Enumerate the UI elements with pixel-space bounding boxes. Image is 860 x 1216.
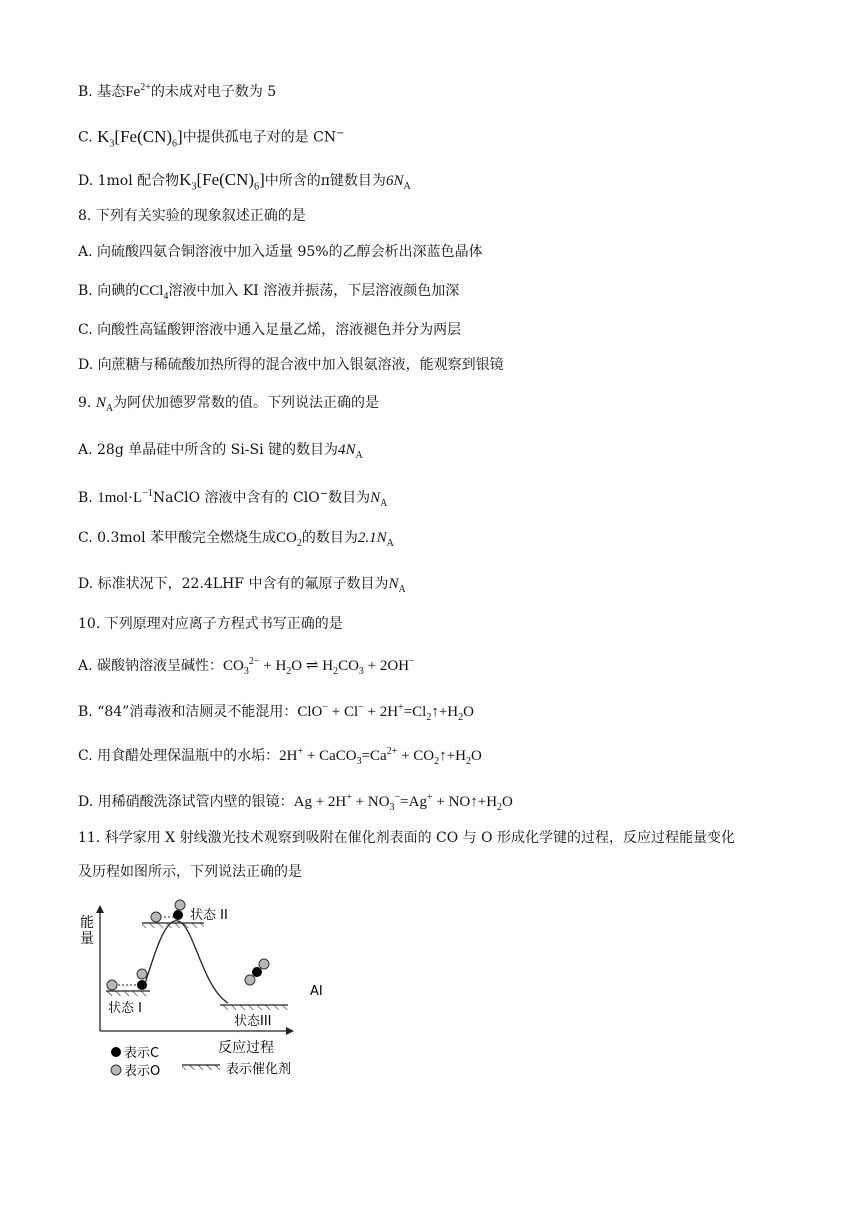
q10-option-c: C. 用食醋处理保温瓶中的水垢：$2H^+ + CaCO_3=Ca^{2+}$ + $CO_2↑+H_2O$: [78, 746, 482, 767]
legend-catalyst-icon: [182, 1065, 220, 1070]
q9-option-d: D. 标准状况下，22.4LHF 中含有的氟原子数目为$N_A$: [78, 576, 406, 595]
energy-diagram: [70, 895, 410, 1085]
state2-oxygen-atom-top: [175, 900, 185, 910]
fe-ion: $Fe^{2+}$: [125, 82, 151, 100]
q10-option-b: B. “84”消毒液和洁厕灵不能混用：$ClO^- + Cl^- + 2H^+=Cl_2↑+H_2O$: [78, 702, 474, 723]
q7-option-c: [78, 124, 345, 154]
concentration: $1mol\cdot L^{-1}$: [97, 488, 153, 506]
state2-oxygen-atom: [151, 912, 161, 922]
legend-oxygen-icon: [111, 1065, 121, 1075]
legend-oxygen-label: 表示O: [124, 1064, 161, 1079]
q10-c-equation: $2H^+ + CaCO_3=Ca^{2+}$ + $CO_2↑+H_2O$: [279, 746, 482, 767]
state1-oxygen-atom: [107, 980, 117, 990]
q7-d-suffix: 中所含的π键数目为: [264, 173, 386, 189]
q9-stem: 9. $N_A$为阿伏加德罗常数的值。下列说法正确的是: [78, 395, 380, 414]
q9-option-c: C. 0.3mol 苯甲酸完全燃烧生成$CO_2$的数目为$2.1N_A$: [78, 530, 394, 549]
q7-d-prefix: D. 1mol 配合物: [78, 173, 180, 189]
q7-b-suffix: 的未成对电子数为 5: [150, 84, 277, 100]
co2: $CO_2$: [276, 530, 302, 549]
q8-option-b: B. 向碘的CCl$_4$溶液中加入 KI 溶液并振荡，下层溶液颜色加深: [78, 283, 460, 302]
q10-b-equation: $ClO^- + Cl^- + 2H^+=Cl_2↑+H_2O$: [297, 702, 474, 723]
state3-oxygen-atom-2: [259, 959, 269, 969]
state2-carbon-atom: [173, 910, 183, 920]
gas-arrow: ↑: [439, 748, 447, 764]
q9-d-value: $N_A$: [388, 576, 406, 595]
y-axis-arrow: [96, 905, 104, 913]
watermark-ai: AI: [310, 984, 323, 999]
na-symbol: $N_A$: [95, 395, 114, 414]
q7-option-d: [78, 170, 411, 197]
k3-fe-cn6: $K_3[Fe(CN)_6]$: [97, 126, 183, 150]
legend-carbon-icon: [111, 1047, 121, 1057]
state3-carbon-atom: [252, 967, 262, 977]
y-axis-label-1: 能: [80, 915, 94, 931]
q9-c-value: $2.1N_A$: [357, 530, 394, 549]
q7-b-prefix: B. 基态: [78, 84, 126, 100]
state1-oxygen-atom-top: [137, 969, 147, 979]
equilibrium-arrow: ⇌: [305, 658, 319, 674]
q10-option-a: A. 碳酸钠溶液呈碱性：$CO_3^{2-} + H_2O$ ⇌ $H_2CO_3 + 2OH^-$: [78, 656, 415, 677]
q10-d-equation: $Ag + 2H^+ + NO_3^-=Ag^+$ + $NO↑+H_2O$: [293, 792, 513, 813]
state3-oxygen-atom-1: [245, 975, 255, 985]
q7-c-prefix: C.: [78, 129, 93, 146]
q9-b-value: $N_A$: [370, 490, 388, 509]
energy-curve: [144, 921, 228, 1003]
q8-option-a: A. 向硫酸四氨合铜溶液中加入适量 95%的乙醇会析出深蓝色晶体: [78, 244, 483, 260]
q8-option-c: C. 向酸性高锰酸钾溶液中通入足量乙烯，溶液褪色并分为两层: [78, 322, 462, 338]
gas-arrow: ↑: [431, 704, 439, 720]
q7-d-value: $6N_A$: [385, 173, 411, 192]
q8-option-d: D. 向蔗糖与稀硫酸加热所得的混合液中加入银氨溶液，能观察到银镜: [78, 357, 504, 373]
q7-option-b: [78, 78, 276, 102]
q11-stem-line-2: 及历程如图所示，下列说法正确的是: [78, 864, 302, 880]
q10-stem: 10. 下列原理对应离子方程式书写正确的是: [78, 616, 343, 632]
q10-option-d: D. 用稀硝酸洗涤试管内壁的银镜：$Ag + 2H^+ + NO_3^-=Ag^+$ + $NO↑+H_2O$: [78, 792, 513, 813]
state2-label: 状态 II: [190, 908, 228, 923]
q9-option-b: B. $1mol\cdot L^{-1}NaClO$ 溶液中含有的 ClO−数目为$N_A$: [78, 488, 388, 509]
x-axis-label: 反应过程: [218, 1040, 274, 1056]
q9-a-value: $4N_A$: [338, 442, 363, 461]
q9-option-a: A. 28g 单晶硅中所含的 Si-Si 键的数目为$4N_A$: [78, 442, 363, 461]
q10-a-equation: $CO_3^{2-} + H_2O$ ⇌ $H_2CO_3 + 2OH^-$: [223, 656, 415, 677]
ccl4: CCl$_4$: [139, 283, 169, 302]
y-axis-label-2: 量: [80, 931, 94, 947]
legend-carbon-label: 表示C: [124, 1046, 160, 1061]
state1-label: 状态 I: [108, 1001, 142, 1016]
q11-stem-line-1: 11. 科学家用 X 射线激光技术观察到吸附在催化剂表面的 CO 与 O 形成化学键的过程，反应过程能量变化: [78, 830, 736, 846]
x-axis-arrow: [286, 1027, 294, 1035]
k3-fe-cn6: $K_3[Fe(CN)_6]$: [179, 170, 265, 193]
q7-c-suffix: 中提供孤电子对的是 CN: [182, 129, 337, 146]
legend-catalyst-label: 表示催化剂: [226, 1062, 292, 1077]
gas-arrow: ↑: [470, 794, 478, 810]
q8-stem: 8. 下列有关实验的现象叙述正确的是: [78, 208, 306, 224]
cn-charge: −: [336, 128, 345, 139]
state3-label: 状态III: [234, 1014, 272, 1029]
